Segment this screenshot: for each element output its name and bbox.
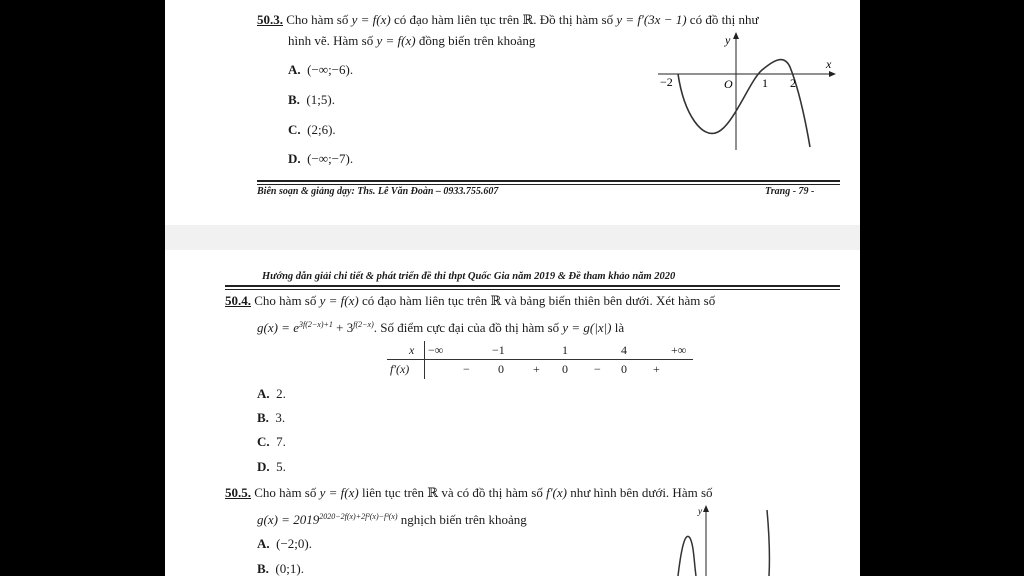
- question-number: 50.5.: [225, 485, 251, 500]
- option-c: C. (2;6).: [288, 122, 336, 137]
- table-x-value: −1: [492, 343, 505, 357]
- question-50-3-line2: hình vẽ. Hàm số y = f(x) đồng biến trên khoảng: [288, 33, 536, 48]
- option-c: C. 7.: [257, 434, 286, 449]
- option-a: A. (−∞;−6).: [288, 62, 354, 77]
- table-sign: −: [594, 362, 601, 376]
- table-sign: +: [533, 362, 540, 376]
- graph-50-5: [670, 502, 790, 576]
- curve: [678, 536, 696, 576]
- table-x-value: 4: [621, 343, 627, 357]
- table-sign: −: [463, 362, 470, 376]
- question-50-3-line1: 50.3. Cho hàm số y = f(x) có đạo hàm liên tục trên ℝ. Đồ thị hàm số y = f′(3x − 1) có đồ thị như: [257, 12, 759, 27]
- footer-author: Biên soạn & giảng dạy: Ths. Lê Văn Đoàn – 0933.755.607: [257, 186, 499, 197]
- curve-right: [767, 510, 769, 576]
- table-x-value: 1: [562, 343, 568, 357]
- header-rule: [225, 285, 840, 287]
- table-row-divider: [387, 359, 693, 360]
- table-column-divider: [424, 341, 425, 379]
- question-50-5-line1: 50.5. Cho hàm số y = f(x) liên tục trên ℝ và có đồ thị hàm số f′(x) như hình bên dưới. Hàm số: [225, 485, 713, 500]
- table-sign: +: [653, 362, 660, 376]
- origin-label: O: [724, 77, 733, 91]
- y-axis-label: y: [725, 33, 731, 47]
- table-sign: 0: [498, 362, 504, 376]
- question-number: 50.3.: [257, 12, 283, 27]
- table-x-value: +∞: [671, 343, 687, 357]
- graph-50-3: [650, 32, 845, 157]
- option-b: B. (0;1).: [257, 561, 304, 576]
- option-a: A. 2.: [257, 386, 286, 401]
- option-d: D. (−∞;−7).: [288, 151, 354, 166]
- page-gap: [165, 225, 860, 250]
- footer-page-number: Trang - 79 -: [765, 186, 815, 197]
- tick-1: 1: [762, 76, 768, 90]
- page-80: [165, 250, 860, 576]
- question-50-4-line1: 50.4. Cho hàm số y = f(x) có đạo hàm liên tục trên ℝ và bảng biến thiên bên dưới. Xét hàm số: [225, 293, 716, 308]
- footer-rule: [257, 180, 840, 182]
- page-79: [165, 0, 860, 225]
- x-axis-label: x: [826, 57, 832, 71]
- question-50-4-line2: $g(x) = e^{3f(2-x)+1} + 3^{f(2-x)}$. Số điểm cực đại của đồ thị hàm số y = g(|x|) là: [257, 320, 625, 335]
- footer-rule-thin: [257, 184, 840, 185]
- option-b: B. 3.: [257, 410, 286, 425]
- tick-neg2: −2: [660, 75, 673, 89]
- option-b: B. (1;5).: [288, 92, 335, 107]
- variation-table: [387, 341, 693, 379]
- table-x-value: −∞: [428, 343, 444, 357]
- table-sign: 0: [621, 362, 627, 376]
- option-a: A. (−2;0).: [257, 536, 312, 551]
- table-x-label: x: [409, 343, 415, 357]
- curve: [678, 60, 810, 147]
- running-header: Hướng dẫn giải chi tiết & phát triển đề thi thpt Quốc Gia năm 2019 & Đề tham khảo năm 2020: [262, 271, 676, 282]
- y-axis-label: y: [698, 506, 702, 516]
- question-50-5-line2: $g(x) = 2019^{2020-2f(x)+2f^2(x)-f^3(x)}$ nghịch biến trên khoảng: [257, 512, 527, 527]
- header-rule-thin: [225, 289, 840, 290]
- table-fp-label: f′(x): [390, 362, 410, 376]
- option-d: D. 5.: [257, 459, 286, 474]
- question-number: 50.4.: [225, 293, 251, 308]
- tick-2: 2: [790, 76, 796, 90]
- table-sign: 0: [562, 362, 568, 376]
